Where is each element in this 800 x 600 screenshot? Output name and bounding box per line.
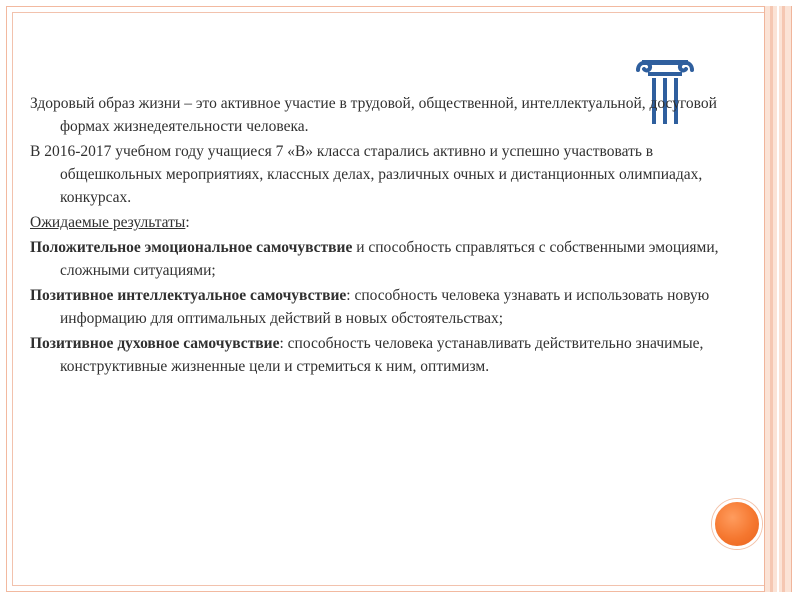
result-title: Позитивное духовное самочувствие bbox=[30, 335, 280, 352]
slide-text-body bbox=[30, 92, 720, 380]
expected-results-colon: : bbox=[185, 214, 190, 231]
decorative-stripe bbox=[782, 6, 785, 592]
result-description: : способность человека устанавливать действительно значимые, конструктивные жизненные цели и стремиться к ним, оптимизм. bbox=[60, 335, 704, 375]
result-description: : способность человека узнавать и использовать новую информацию для оптимальных действий в новых обстоятельствах; bbox=[60, 287, 710, 327]
result-title: Позитивное интеллектуальное самочувствие bbox=[30, 287, 347, 304]
paragraph-definition bbox=[30, 92, 720, 138]
paragraph-text: В 2016-2017 учебном году учащиеся 7 «В» класса старались активно и успешно участвовать в общешкольных мероприятиях, классных делах, различных очных и дистанционных олимпиадах, конкурсах. bbox=[30, 143, 703, 206]
result-spiritual bbox=[30, 332, 720, 378]
expected-results-label: Ожидаемые результаты bbox=[30, 214, 186, 231]
result-title: Положительное эмоциональное самочувствие bbox=[30, 239, 353, 256]
decorative-stripe bbox=[777, 6, 779, 592]
decorative-stripe bbox=[770, 6, 773, 592]
orange-circle-decoration bbox=[712, 499, 762, 549]
expected-results-heading bbox=[30, 211, 720, 234]
paragraph-class-activity bbox=[30, 140, 720, 209]
result-description: и способность справляться с собственными эмоциями, сложными ситуациями; bbox=[60, 239, 719, 279]
paragraph-text: Здоровый образ жизни – это активное участие в трудовой, общественной, интеллектуальной, досуговой формах жизнедеятельности человека. bbox=[30, 95, 717, 135]
result-emotional bbox=[30, 236, 720, 282]
result-intellectual bbox=[30, 284, 720, 330]
